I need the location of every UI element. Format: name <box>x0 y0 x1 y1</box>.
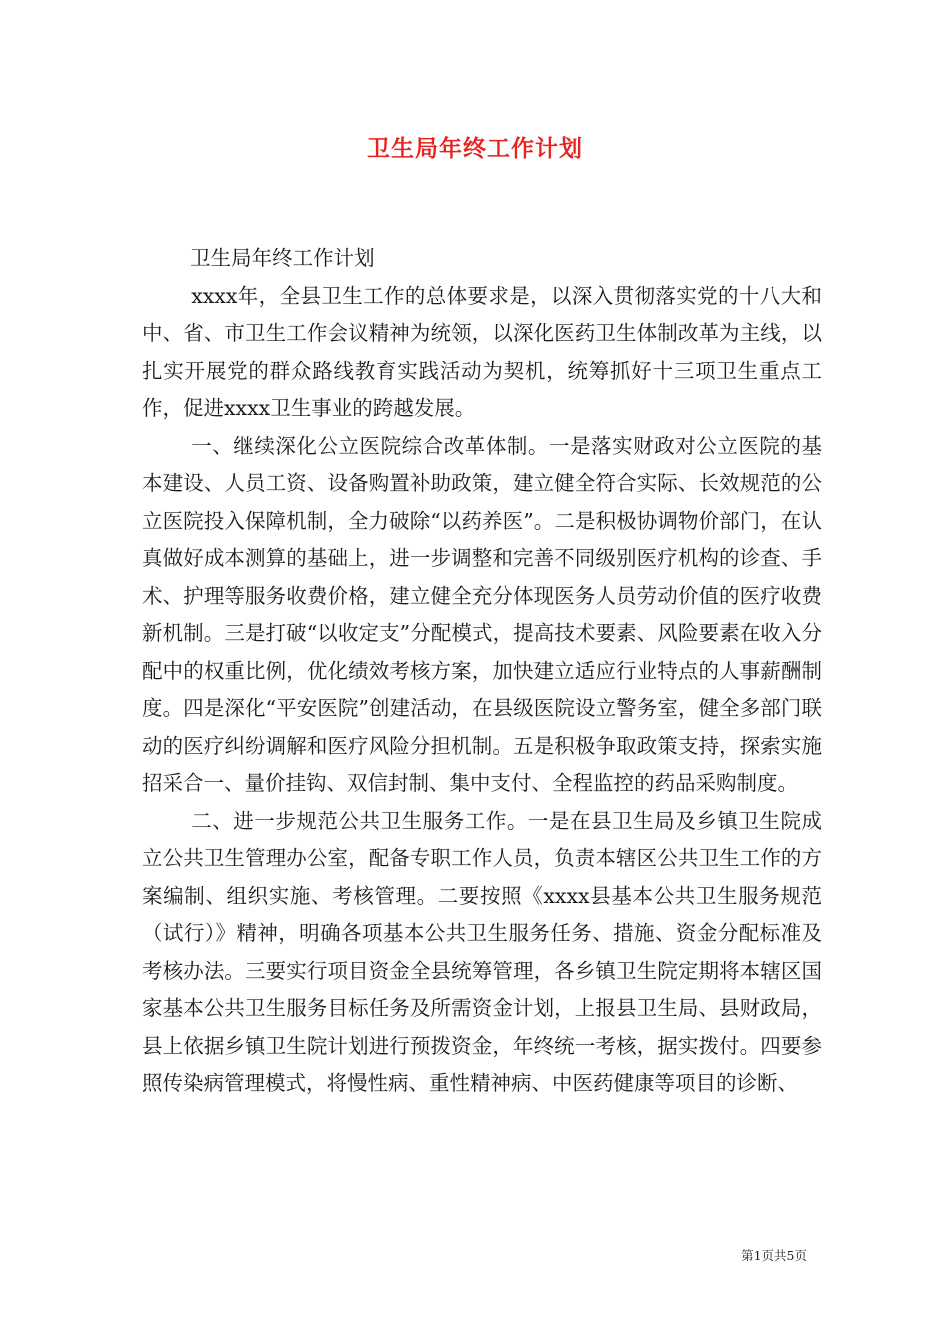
paragraph-intro: xxxx年，全县卫生工作的总体要求是，以深入贯彻落实党的十八大和中、省、市卫生工作会议精神为统领，以深化医药卫生体制改革为主线，以扎实开展党的群众路线教育实践活动为契机，统筹抓好十三项卫生重点工作，促进xxxx卫生事业的跨越发展。 <box>142 283 822 420</box>
page-number: 第1页共5页 <box>741 1248 807 1263</box>
document-body <box>142 240 822 1103</box>
document-subtitle: 卫生局年终工作计划 <box>190 246 375 270</box>
document-title: 卫生局年终工作计划 <box>367 135 583 162</box>
paragraph-section-2: 二、进一步规范公共卫生服务工作。一是在县卫生局及乡镇卫生院成立公共卫生管理办公室，配备专职工作人员，负责本辖区公共卫生工作的方案编制、组织实施、考核管理。二要按照《xxxx县基本公共卫生服务规范（试行）》精神，明确各项基本公共卫生服务任务、措施、资金分配标准及考核办法。三要实行项目资金全县统筹管理，各乡镇卫生院定期将本辖区国家基本公共卫生服务目标任务及所需资金计划，上报县卫生局、县财政局，县上依据乡镇卫生院计划进行预拨资金，年终统一考核，据实拨付。四要参照传染病管理模式，将慢性病、重性精神病、中医药健康等项目的诊断、 <box>142 808 822 1095</box>
paragraph-section-1: 一、继续深化公立医院综合改革体制。一是落实财政对公立医院的基本建设、人员工资、设备购置补助政策，建立健全符合实际、长效规范的公立医院投入保障机制，全力破除“以药养医”。二是积极协调物价部门，在认真做好成本测算的基础上，进一步调整和完善不同级别医疗机构的诊查、手术、护理等服务收费价格，建立健全充分体现医务人员劳动价值的医疗收费新机制。三是打破“以收定支”分配模式，提高技术要素、风险要素在收入分配中的权重比例，优化绩效考核方案，加快建立适应行业特点的人事薪酬制度。四是深化“平安医院”创建活动，在县级医院设立警务室，健全多部门联动的医疗纠纷调解和医疗风险分担机制。五是积极争取政策支持，探索实施招采合一、量价挂钩、双信封制、集中支付、全程监控的药品采购制度。 <box>142 433 822 795</box>
